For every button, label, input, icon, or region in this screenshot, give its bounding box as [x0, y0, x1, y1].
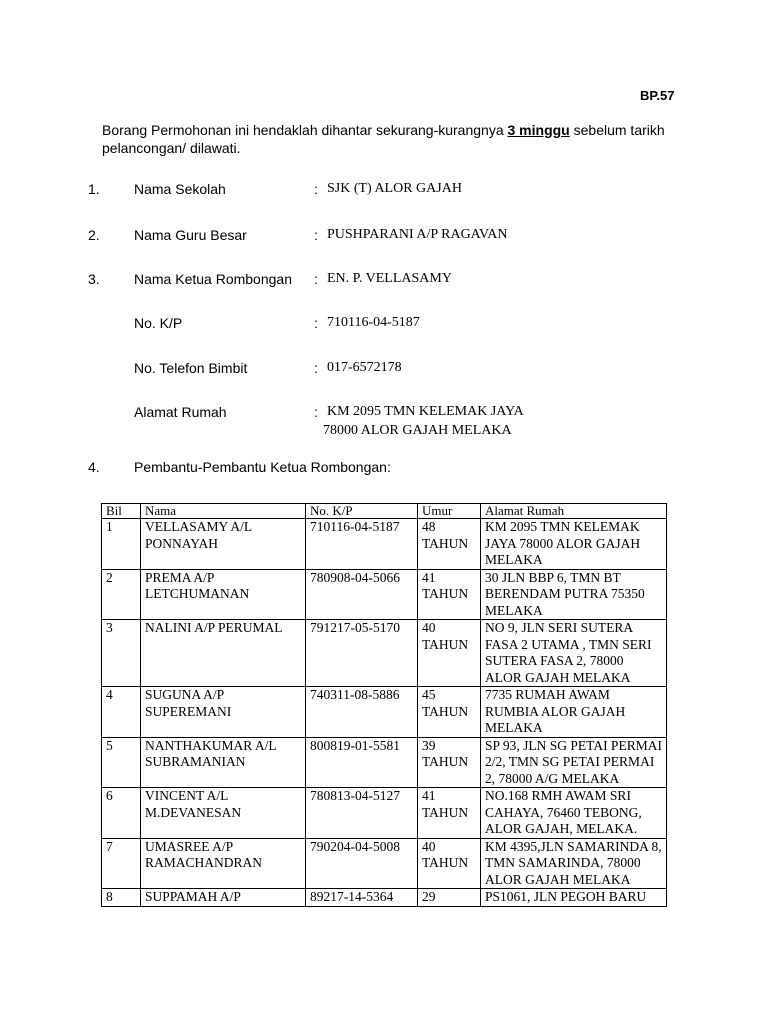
field-value: KM 2095 TMN KELEMAK JAYA	[327, 404, 524, 419]
intro-paragraph	[102, 121, 702, 157]
table-row	[102, 889, 667, 907]
field-colon: :	[314, 271, 318, 287]
field-label: Nama Ketua Rombongan	[134, 271, 292, 287]
field-label: Alamat Rumah	[134, 404, 227, 420]
cell-nama: NALINI A/P PERUMAL	[141, 620, 306, 687]
table-row	[102, 687, 667, 738]
cell-no-kp: 780908-04-5066	[306, 569, 418, 620]
field-label: No. K/P	[134, 315, 183, 331]
field-colon: :	[314, 404, 318, 420]
cell-alamat: 30 JLN BBP 6, TMN BT BERENDAM PUTRA 75350 MELAKA	[481, 569, 667, 620]
cell-nama: SUGUNA A/P SUPEREMANI	[141, 687, 306, 738]
field-colon: :	[314, 227, 318, 243]
header-no-kp: No. K/P	[306, 504, 418, 519]
field-label: Pembantu-Pembantu Ketua Rombongan:	[134, 459, 391, 475]
cell-umur: 45 TAHUN	[418, 687, 481, 738]
intro-text-after: sebelum tarikh pelancongan/ dilawati.	[102, 122, 665, 156]
field-number: 2.	[88, 227, 100, 243]
field-label: No. Telefon Bimbit	[134, 360, 248, 376]
field-colon: :	[314, 360, 318, 376]
cell-alamat: NO.168 RMH AWAM SRI CAHAYA, 76460 TEBONG, ALOR GAJAH, MELAKA.	[481, 788, 667, 839]
header-alamat: Alamat Rumah	[481, 504, 667, 519]
table-header-row	[102, 504, 667, 519]
cell-bil: 3	[102, 620, 141, 687]
cell-no-kp: 791217-05-5170	[306, 620, 418, 687]
cell-nama: VINCENT A/L M.DEVANESAN	[141, 788, 306, 839]
table-row	[102, 519, 667, 570]
cell-bil: 2	[102, 569, 141, 620]
form-code: BP.57	[640, 88, 675, 103]
cell-no-kp: 780813-04-5127	[306, 788, 418, 839]
cell-nama: PREMA A/P LETCHUMANAN	[141, 569, 306, 620]
cell-no-kp: 790204-04-5008	[306, 838, 418, 889]
cell-nama: SUPPAMAH A/P	[141, 889, 306, 907]
cell-umur: 40 TAHUN	[418, 620, 481, 687]
cell-no-kp: 710116-04-5187	[306, 519, 418, 570]
field-colon: :	[314, 315, 318, 331]
cell-bil: 4	[102, 687, 141, 738]
cell-alamat: 7735 RUMAH AWAM RUMBIA ALOR GAJAH MELAKA	[481, 687, 667, 738]
cell-nama: UMASREE A/P RAMACHANDRAN	[141, 838, 306, 889]
cell-umur: 29	[418, 889, 481, 907]
cell-alamat: NO 9, JLN SERI SUTERA FASA 2 UTAMA , TMN SERI SUTERA FASA 2, 78000 ALOR GAJAH MELAKA	[481, 620, 667, 687]
helpers-table	[101, 503, 667, 907]
header-bil: Bil	[102, 504, 141, 519]
cell-bil: 1	[102, 519, 141, 570]
field-number: 4.	[88, 459, 100, 475]
field-label: Nama Guru Besar	[134, 227, 247, 243]
table-row	[102, 620, 667, 687]
field-value: 710116-04-5187	[327, 315, 420, 330]
field-number: 3.	[88, 271, 100, 287]
field-colon: :	[314, 181, 318, 197]
cell-nama: NANTHAKUMAR A/L SUBRAMANIAN	[141, 737, 306, 788]
cell-bil: 5	[102, 737, 141, 788]
cell-no-kp: 740311-08-5886	[306, 687, 418, 738]
intro-emphasis: 3 minggu	[507, 122, 570, 138]
cell-alamat: PS1061, JLN PEGOH BARU	[481, 889, 667, 907]
header-umur: Umur	[418, 504, 481, 519]
cell-bil: 7	[102, 838, 141, 889]
cell-alamat: KM 2095 TMN KELEMAK JAYA 78000 ALOR GAJAH MELAKA	[481, 519, 667, 570]
cell-nama: VELLASAMY A/L PONNAYAH	[141, 519, 306, 570]
header-nama: Nama	[141, 504, 306, 519]
field-value: 017-6572178	[327, 360, 402, 375]
field-value: EN. P. VELLASAMY	[327, 271, 452, 286]
cell-umur: 41 TAHUN	[418, 569, 481, 620]
field-label: Nama Sekolah	[134, 181, 226, 197]
table-row	[102, 569, 667, 620]
cell-alamat: KM 4395,JLN SAMARINDA 8, TMN SAMARINDA, 78000 ALOR GAJAH MELAKA	[481, 838, 667, 889]
cell-bil: 6	[102, 788, 141, 839]
field-value-line2: 78000 ALOR GAJAH MELAKA	[323, 423, 512, 438]
cell-umur: 40 TAHUN	[418, 838, 481, 889]
field-value: PUSHPARANI A/P RAGAVAN	[327, 227, 508, 242]
cell-bil: 8	[102, 889, 141, 907]
intro-text-before: Borang Permohonan ini hendaklah dihantar sekurang-kurangnya	[102, 122, 508, 138]
table-row	[102, 788, 667, 839]
field-value: SJK (T) ALOR GAJAH	[327, 181, 462, 196]
cell-alamat: SP 93, JLN SG PETAI PERMAI 2/2, TMN SG PETAI PERMAI 2, 78000 A/G MELAKA	[481, 737, 667, 788]
cell-no-kp: 89217-14-5364	[306, 889, 418, 907]
cell-umur: 39 TAHUN	[418, 737, 481, 788]
cell-no-kp: 800819-01-5581	[306, 737, 418, 788]
table-row	[102, 838, 667, 889]
table-row	[102, 737, 667, 788]
cell-umur: 41 TAHUN	[418, 788, 481, 839]
cell-umur: 48 TAHUN	[418, 519, 481, 570]
field-number: 1.	[88, 181, 100, 197]
